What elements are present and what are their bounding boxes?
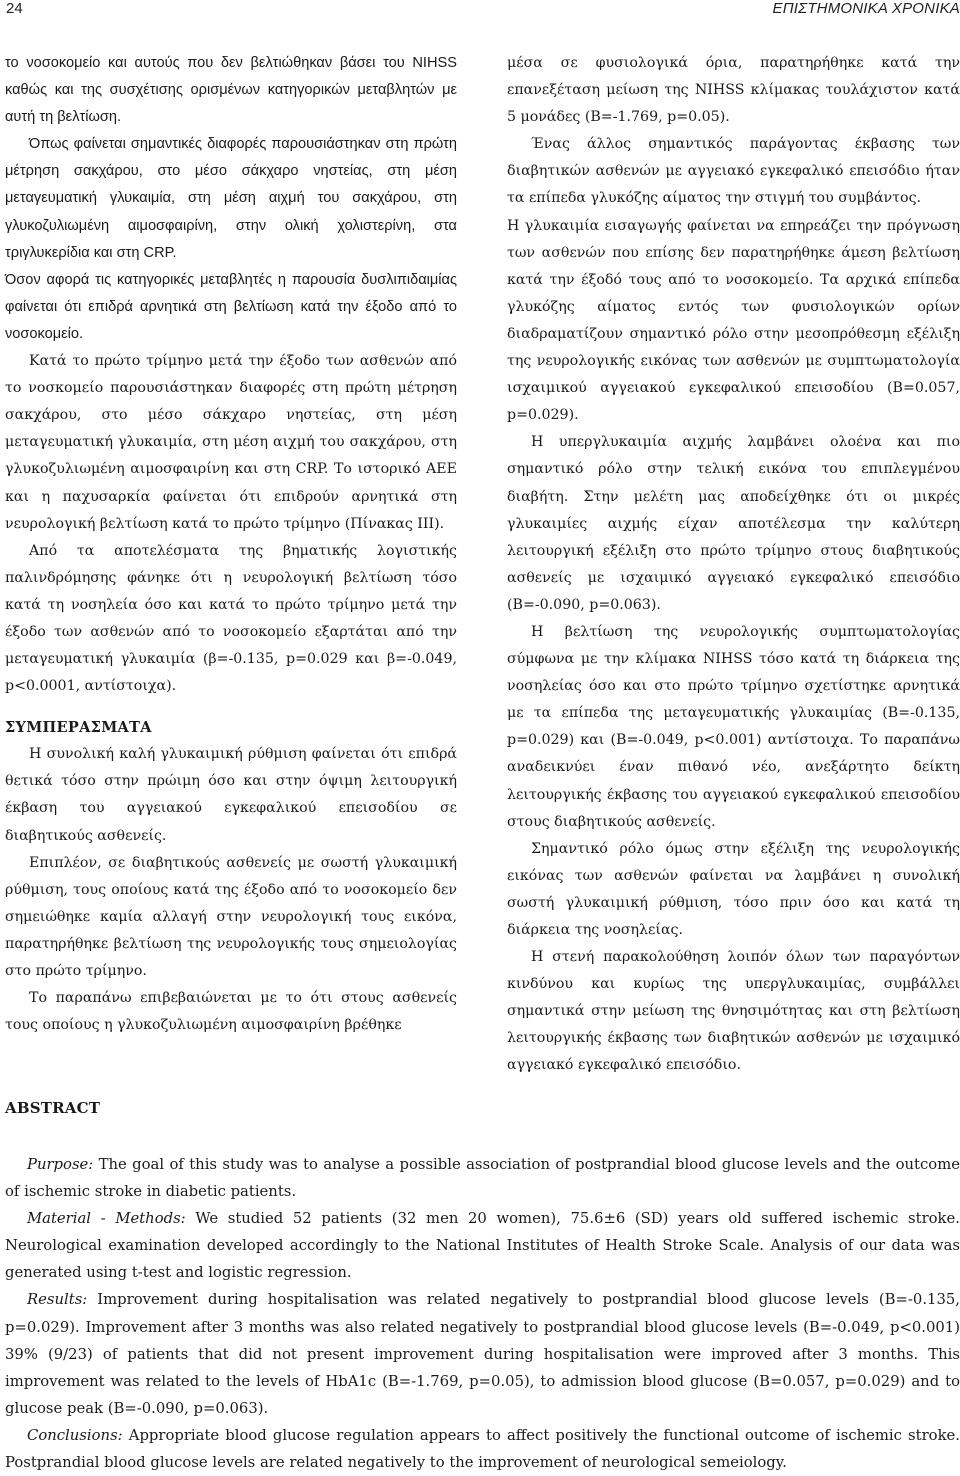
page-header (0, 0, 960, 22)
methods-text: We studied 52 patients (32 men 20 women), 75.6±6 (SD) years old suffered ischemic stroke. Neurological examination developed accordingly to the National Institutes of Health Stroke Scale. Analysis of our data was generated using t-test and logistic regression. (5, 1210, 960, 1282)
paragraph: Η υπεργλυκαιμία αιχμής λαμβάνει ολοένα και πιο σημαντικό ρόλο στην τελική εικόνα του επιπλεγμένου διαβήτη. Στην μελέτη μας αποδείχθηκε ότι οι μικρές γλυκαιμίες αιχμής είχαν αποτέλεσμα την καλύτερη λειτουργική εξέλιξη στο πρώτο τρίμηνο στους διαβητικούς ασθενείς με ισχαιμικό αγγειακό εγκεφαλικό επεισόδιο (B=-0.090, p=0.063). (507, 434, 960, 613)
paragraph: μέσα σε φυσιολογικά όρια, παρατηρήθηκε κατά την επανεξέταση μείωση της NIHSS κλίμακας τουλάχιστον κατά 5 μονάδες (B=-1.769, p=0.05). (507, 55, 960, 126)
conclusions-label: Conclusions: (27, 1426, 123, 1444)
left-column (5, 50, 457, 1039)
paragraph: Η στενή παρακολούθηση λοιπόν όλων των παραγόντων κινδύνου και κυρίως της υπεργλυκαιμίας, συμβάλλει σημαντικά στην μείωση της θνησιμότητας και στη βελτίωση λειτουργικής έκβασης των διαβητικών ασθενών με ισχαιμικό αγγειακό εγκεφαλικό επεισόδιο. (507, 949, 960, 1074)
paragraph: Η γλυκαιμία εισαγωγής φαίνεται να επηρεάζει την πρόγνωση των ασθενών που επίσης δεν παρατηρήθηκε άμεση βελτίωση κατά την έξοδό τους από το νοσοκομείο. Τα αρχικά επίπεδα γλυκόζης αίματος εντός των φυσιολογικών ορίων διαδραματίζουν σημαντικό ρόλο στην μεσοπρόθεσμη εξέλιξη της νευρολογικής εικόνας των ασθενών με συμπτωματολογία ισχαιμικού αγγειακού εγκεφαλικού επεισοδίου (B=0.057, p=0.029). (507, 217, 960, 424)
purpose-label: Purpose: (27, 1156, 94, 1173)
paragraph: Σημαντικό ρόλο όμως στην εξέλιξη της νευρολογικής εικόνας των ασθενών φαίνεται να λαμβάνει η συνολική σωστή γλυκαιμική ρύθμιση, τόσο πριν όσο και κατά τη διάρκεια της νοσηλείας. (507, 840, 960, 938)
paragraph: Η βελτίωση της νευρολογικής συμπτωματολογίας σύμφωνα με την κλίμακα NIHSS τόσο κατά τη διάρκεια της νοσηλείας όσο και στο πρώτο τρίμηνο σχετίστηκε αρνητικά με τα επίπεδα της μεταγευματικής γλυκαιμίας (B=-0.135, p=0.029) και (B=-0.049, p<0.001) αντίστοιχα. Το παραπάνω αναδεικνύει έναν πιθανό νέο, ανεξάρτητο δείκτη λειτουργικής έκβασης του αγγειακού εγκεφαλικού επεισοδίου στους διαβητικούς ασθενείς. (507, 623, 960, 830)
results-text: Improvement during hospitalisation was related negatively to postprandial blood glucose levels (B=-0.135, p=0.029). Improvement after 3 months was also related negatively to postprandial blood glucose levels (B=-0.049, p<0.001) 39% (9/23) of patients that did not present improvement during hospitalisation were improved after 3 months. This improvement was related to the levels of HbA1c (B=-1.769, p=0.05), to admission blood glucose (B=0.057, p=0.029) and to glucose peak (B=-0.090, p=0.063). (5, 1291, 960, 1417)
page-number: 24 (6, 0, 23, 17)
abstract-body (5, 1151, 960, 1476)
paragraph: Όπως φαίνεται σημαντικές διαφορές παρουσιάστηκαν στη πρώτη μέτρηση σακχάρου, στο μέσο σάκχαρο νηστείας, στη μέση μεταγευματική γλυκαιμία, στη μέση αιχμή του σακχάρου, στη γλυκοζυλιωμένη αιμοσφαιρίνη, στην ολική χολιστερίνη, στα τριγλυκερίδια και στη CRP. (5, 136, 457, 261)
methods-label: Material - Methods: (27, 1210, 186, 1228)
paragraph: Ένας άλλος σημαντικός παράγοντας έκβασης των διαβητικών ασθενών με αγγειακό εγκεφαλικό επεισόδιο ήταν τα επίπεδα γλυκόζης αίματος την στιγμή του συμβάντος. (507, 136, 960, 207)
paragraph: Κατά το πρώτο τρίμηνο μετά την έξοδο των ασθενών από το νοσκομείο παρουσιάστηκαν διαφορές στη πρώτη μέτρηση σακχάρου, στο μέσο σάκχαρο νηστείας, στη μέση μεταγευματική γλυκαιμία, στη μέση αιχμή του σακχάρου, στη γλυκοζυλιωμένη αιμοσφαιρίνη και στη CRP. Το ιστορικό ΑΕΕ και η παχυσαρκία φαίνεται ότι επιδρούν αρνητικά στη νευρολογική βελτίωση κατά το πρώτο τρίμηνο (Πίνακας ΙΙΙ). (5, 353, 457, 532)
conclusions-text: Appropriate blood glucose regulation appears to affect positively the functional outcome of ischemic stroke. Postprandial blood glucose levels are related negatively to the improvement of neurological semeiology. (5, 1426, 960, 1472)
paragraph: Όσον αφορά τις κατηγορικές μεταβλητές η παρουσία δυσλιπιδαιμίας φαίνεται ότι επιδρά αρνητικά στη βελτίωση κατά την έξοδο από το νοσοκομείο. (5, 271, 457, 342)
conclusions-heading: ΣΥΜΠΕΡΑΣΜΑΤΑ (5, 719, 152, 737)
results-label: Results: (27, 1291, 88, 1309)
abstract-results (5, 1286, 960, 1421)
paragraph: Από τα αποτελέσματα της βηματικής λογιστικής παλινδρόμησης φάνηκε ότι η νευρολογική βελτίωση τόσο κατά τη νοσηλεία όσο και κατά το πρώτο τρίμηνο μετά την έξοδο των ασθενών από το νοσοκομείο εξαρτάται από την μεταγευματική γλυκαιμία (β=-0.135, p=0.029 και β=-0.049, p<0.0001, αντίστοιχα). (5, 542, 457, 695)
abstract-title: ABSTRACT (5, 1099, 101, 1117)
right-column (507, 50, 960, 1080)
purpose-text: The goal of this study was to analyse a possible association of postprandial blood glucose levels and the outcome of ischemic stroke in diabetic patients. (5, 1156, 960, 1201)
paragraph: Επιπλέον, σε διαβητικούς ασθενείς με σωστή γλυκαιμική ρύθμιση, τους οποίους κατά της έξοδο από το νοσοκομείο δεν σημειώθηκε καμία αλλαγή στην νευρολογική τους εικόνα, παρατηρήθηκε βελτίωση της νευρολογικής τους σημειολογίας στο πρώτο τρίμηνο. (5, 854, 457, 979)
paragraph: Το παραπάνω επιβεβαιώνεται με το ότι στους ασθενείς τους οποίους η γλυκοζυλιωμένη αιμοσφαιρίνη βρέθηκε (5, 990, 457, 1034)
abstract-purpose (5, 1151, 960, 1205)
paragraph: το νοσοκομείο και αυτούς που δεν βελτιώθηκαν βάσει του NIHSS καθώς και της συσχέτισης ορισμένων κατηγορικών μεταβλητών με αυτή τη βελτίωση. (5, 55, 457, 126)
abstract-conclusions (5, 1422, 960, 1476)
abstract-methods (5, 1205, 960, 1286)
journal-title: ΕΠΙΣΤΗΜΟΝΙΚΑ ΧΡΟΝΙΚΑ (772, 0, 960, 17)
paragraph: Η συνολική καλή γλυκαιμική ρύθμιση φαίνεται ότι επιδρά θετικά τόσο στην πρώιμη όσο και στην όψιμη λειτουργική έκβαση του αγγειακού εγκεφαλικού επεισοδίου σε διαβητικούς ασθενείς. (5, 746, 457, 844)
